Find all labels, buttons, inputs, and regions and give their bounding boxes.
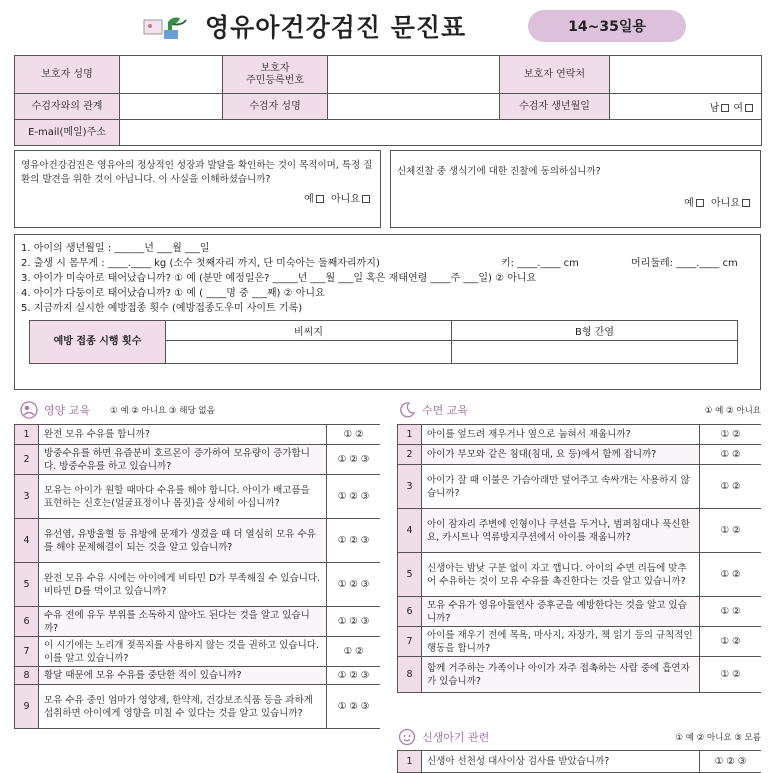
relation-field[interactable] — [120, 94, 223, 120]
question-2 — [21, 256, 754, 271]
gender-female-checkbox[interactable] — [745, 104, 753, 112]
question-3: 3. 아이가 미숙아로 태어났습니까? ① 예 (분만 예정일은? _____년 ___월 ___일 혹은 재태연령 ____주 ___일) ② 아니요 — [21, 273, 537, 284]
nutrition-item-number: 7 — [15, 637, 39, 667]
sleep-item-number: 2 — [398, 445, 422, 465]
sleep-row — [398, 553, 762, 597]
vaccine-table — [29, 320, 738, 364]
sleep-item-text: 신생아는 밤낮 구분 없이 자고 깹니다. 아이의 수면 리듬에 맞추어 수유하는 것이 모유 수유를 촉진한다는 것을 알고 있습니까? — [422, 553, 700, 597]
nutrition-row — [15, 519, 381, 563]
nutrition-item-number: 8 — [15, 667, 39, 685]
guardian-name-label: 보호자 성명 — [15, 56, 120, 94]
vaccine-hepb-header: B형 간염 — [452, 321, 738, 341]
consent-genital-no-checkbox[interactable] — [742, 199, 750, 207]
nutrition-item-number: 9 — [15, 685, 39, 729]
sleep-row — [398, 509, 762, 553]
vaccine-bcg-header: 비씨지 — [166, 321, 452, 341]
nutrition-item-text: 모유 수유 중인 엄마가 영양제, 한약제, 건강보조식품 등을 과하게 섭취하면 아이에게 영향을 미칠 수 있다는 것을 알고 있습니까? — [39, 685, 327, 729]
sleep-row — [398, 627, 762, 657]
email-label: E-mail(메일)주소 — [15, 120, 120, 146]
relation-label: 수검자와의 관계 — [15, 94, 120, 120]
sleep-row — [398, 657, 762, 693]
vaccine-count-label: 예방 접종 시행 횟수 — [30, 321, 166, 364]
sleep-item-number: 8 — [398, 657, 422, 693]
nutrition-row — [15, 685, 381, 729]
newborn-header — [398, 727, 761, 747]
gender-male-label: 남 — [709, 103, 720, 114]
nutrition-row — [15, 607, 381, 637]
gender-field — [610, 94, 762, 120]
examinee-birth-label: 수검자 생년월일 — [500, 94, 610, 120]
vaccine-hepb-field[interactable] — [452, 341, 738, 364]
sleep-item-number: 4 — [398, 509, 422, 553]
question-2-height: 키: ____.____ cm — [501, 258, 579, 269]
baby-face-icon — [398, 728, 416, 746]
nutrition-row — [15, 637, 381, 667]
sleep-item-text: 함께 거주하는 가족이나 아이가 자주 접촉하는 사람 중에 흡연자가 있습니까? — [422, 657, 700, 693]
sleep-legend: ① 예 ② 아니요 — [704, 406, 761, 416]
sleep-table — [397, 424, 761, 693]
sleep-header — [398, 400, 761, 420]
nutrition-item-number: 2 — [15, 445, 39, 475]
sleep-row — [398, 445, 762, 465]
nutrition-item-text: 유선염, 유방울혈 등 유방에 문제가 생겼을 때 더 열심히 모유 수유를 해야 문제해결이 되는 것을 알고 있습니까? — [39, 519, 327, 563]
birth-questions-section — [14, 234, 761, 390]
question-2-text: 2. 출생 시 몸무게 : ____.____ kg (소수 첫째자리 까지, 단 미숙아는 둘째자리까지) — [21, 258, 380, 269]
nutrition-item-number: 3 — [15, 475, 39, 519]
consent-understand-text: 영유아건강검진은 영유아의 정상적인 성장과 발달을 확인하는 것이 목적이며, 특정 질환의 발견을 위한 것이 아닙니다. 이 사실을 이해하셨습니까? — [21, 160, 373, 185]
moon-icon — [398, 401, 416, 419]
nutrition-row — [15, 445, 381, 475]
nutrition-item-options[interactable]: ① ② ③ — [327, 475, 381, 519]
nutrition-item-text: 이 시기에는 노리개 젖꼭지를 사용하지 않는 것을 권하고 있습니다. 이를 알고 있습니까? — [39, 637, 327, 667]
question-2-head: 머리둘레: ____.____ cm — [631, 258, 738, 269]
nutrition-legend: ① 예 ② 아니요 ③ 해당 없음 — [110, 406, 215, 416]
sleep-item-number: 5 — [398, 553, 422, 597]
nutrition-item-options[interactable]: ① ② ③ — [327, 685, 381, 729]
mother-baby-icon — [20, 401, 38, 419]
yes-label: 예 — [684, 198, 694, 209]
sleep-item-number: 1 — [398, 425, 422, 445]
nutrition-item-options[interactable]: ① ② — [327, 637, 381, 667]
nutrition-item-options[interactable]: ① ② — [327, 425, 381, 445]
nutrition-row — [15, 425, 381, 445]
gender-male-checkbox[interactable] — [721, 104, 729, 112]
no-label: 아니요 — [331, 194, 360, 205]
sleep-row — [398, 597, 762, 627]
newborn-item-number: 1 — [398, 751, 422, 773]
newborn-item-options[interactable]: ① ② ③ — [700, 751, 762, 773]
no-label: 아니요 — [711, 198, 740, 209]
nutrition-item-number: 1 — [15, 425, 39, 445]
nutrition-item-number: 5 — [15, 563, 39, 607]
sleep-item-number: 6 — [398, 597, 422, 627]
consent-genital-yes-checkbox[interactable] — [696, 199, 704, 207]
nutrition-row — [15, 563, 381, 607]
nutrition-item-options[interactable]: ① ② ③ — [327, 667, 381, 685]
sleep-item-text: 아이를 재우기 전에 목욕, 마사지, 자장가, 책 읽기 등의 규칙적인 행동을 합니까? — [422, 627, 700, 657]
consent-understand-no-checkbox[interactable] — [362, 195, 370, 203]
sleep-item-options[interactable]: ① ② — [700, 597, 762, 627]
nutrition-item-text: 방중수유를 하면 유즙분비 호르몬이 증가하여 모유량이 증가합니다. 방중수유를 하고 있습니까? — [39, 445, 327, 475]
sleep-item-text: 아이가 잘 때 이불은 가슴아래만 덮어주고 속싸개는 사용하지 않습니까? — [422, 465, 700, 509]
sleep-item-options[interactable]: ① ② — [700, 445, 762, 465]
page-title: 영유아건강검진 문진표 — [205, 13, 467, 42]
sleep-item-text: 모유 수유가 영유아돌연사 증후군을 예방한다는 것을 알고 있습니까? — [422, 597, 700, 627]
examinee-name-label: 수검자 성명 — [223, 94, 328, 120]
newborn-legend: ① 예 ② 아니요 ③ 모름 — [675, 733, 761, 743]
guardian-id-label: 보호자 주민등록번호 — [223, 56, 328, 94]
sleep-item-text: 아이 잠자리 주변에 인형이나 쿠션을 두거나, 범퍼침대나 푹신한 요, 카시트나 역류방지쿠션에서 아이를 재웁니까? — [422, 509, 700, 553]
newborn-item-text: 신생아 선천성 대사이상 검사를 받았습니까? — [422, 751, 700, 773]
vaccine-bcg-field[interactable] — [166, 341, 452, 364]
consent-understand-yes-checkbox[interactable] — [316, 195, 324, 203]
sleep-item-options[interactable]: ① ② — [700, 657, 762, 693]
nutrition-item-text: 모유는 아이가 원할 때마다 수유를 해야 합니다. 아이가 배고픔을 표현하는 신호는(얼굴표정이나 몸짓)을 상세히 아십니까? — [39, 475, 327, 519]
sleep-item-number: 7 — [398, 627, 422, 657]
question-5: 5. 지금까지 실시한 예방접종 횟수 (예방접종도우미 사이트 기록) — [21, 303, 303, 314]
sleep-item-number: 3 — [398, 465, 422, 509]
nutrition-item-text: 완전 모유 수유를 합니까? — [39, 425, 327, 445]
nutrition-item-text: 황달 때문에 모유 수유를 중단한 적이 있습니까? — [39, 667, 327, 685]
sleep-item-options[interactable]: ① ② — [700, 553, 762, 597]
sleep-item-options[interactable]: ① ② — [700, 627, 762, 657]
sleep-table-wrap — [397, 424, 761, 714]
newborn-table-wrap — [397, 750, 761, 773]
newborn-row — [398, 751, 762, 773]
nutrition-row — [15, 667, 381, 685]
consent-understand-options — [21, 193, 374, 207]
nutrition-item-text: 수유 전에 유두 부위를 소독하지 않아도 된다는 것을 알고 있습니까? — [39, 607, 327, 637]
sleep-item-text: 아이가 부모와 같은 침대(침대, 요 등)에서 함께 잡니까? — [422, 445, 700, 465]
yes-label: 예 — [304, 194, 314, 205]
consent-understand-box — [14, 150, 381, 228]
gender-female-label: 여 — [733, 103, 743, 114]
sleep-item-text: 아이를 엎드려 재우거나 옆으로 눕혀서 재웁니까? — [422, 425, 700, 445]
nutrition-item-text: 완전 모유 수유 시에는 아이에게 비타민 D가 부족해질 수 있습니다. 비타민 D를 먹이고 있습니까? — [39, 563, 327, 607]
nutrition-item-number: 6 — [15, 607, 39, 637]
sleep-row — [398, 425, 762, 445]
question-4: 4. 아이가 다둥이로 태어났습니까? ① 예 ( ____명 중 ___째) ② 아니요 — [21, 288, 325, 299]
nutrition-item-options[interactable]: ① ② ③ — [327, 445, 381, 475]
guardian-info-table — [14, 55, 762, 146]
newborn-table — [397, 750, 761, 773]
nutrition-item-options[interactable]: ① ② ③ — [327, 563, 381, 607]
nutrition-header — [20, 400, 380, 420]
nutrition-title: 영양 교육 — [44, 404, 91, 417]
sleep-row — [398, 465, 762, 509]
email-field[interactable] — [120, 120, 762, 146]
nutrition-item-options[interactable]: ① ② ③ — [327, 607, 381, 637]
nutrition-item-number: 4 — [15, 519, 39, 563]
newborn-title: 신생아기 관련 — [422, 731, 490, 744]
sleep-item-options[interactable]: ① ② — [700, 509, 762, 553]
header-logo-icon — [142, 12, 190, 40]
question-1: 1. 아이의 생년월일 : ______년 ___월 ___일 — [21, 243, 210, 254]
consent-genital-options — [397, 197, 754, 211]
guardian-contact-field[interactable] — [610, 56, 762, 94]
nutrition-table — [14, 424, 380, 729]
guardian-contact-label: 보호자 연락처 — [500, 56, 610, 94]
nutrition-table-wrap — [14, 424, 380, 773]
sleep-item-options[interactable]: ① ② — [700, 425, 762, 445]
age-badge: 14~35일용 — [528, 10, 686, 42]
examinee-name-field[interactable] — [328, 94, 500, 120]
sleep-item-options[interactable]: ① ② — [700, 465, 762, 509]
nutrition-row — [15, 475, 381, 519]
sleep-title: 수면 교육 — [422, 404, 469, 417]
guardian-id-field[interactable] — [328, 56, 500, 94]
guardian-name-field[interactable] — [120, 56, 223, 94]
nutrition-item-options[interactable]: ① ② ③ — [327, 519, 381, 563]
consent-genital-box — [390, 150, 761, 228]
consent-genital-text: 신체진찰 중 생식기에 대한 진찰에 동의하십니까? — [397, 166, 601, 177]
